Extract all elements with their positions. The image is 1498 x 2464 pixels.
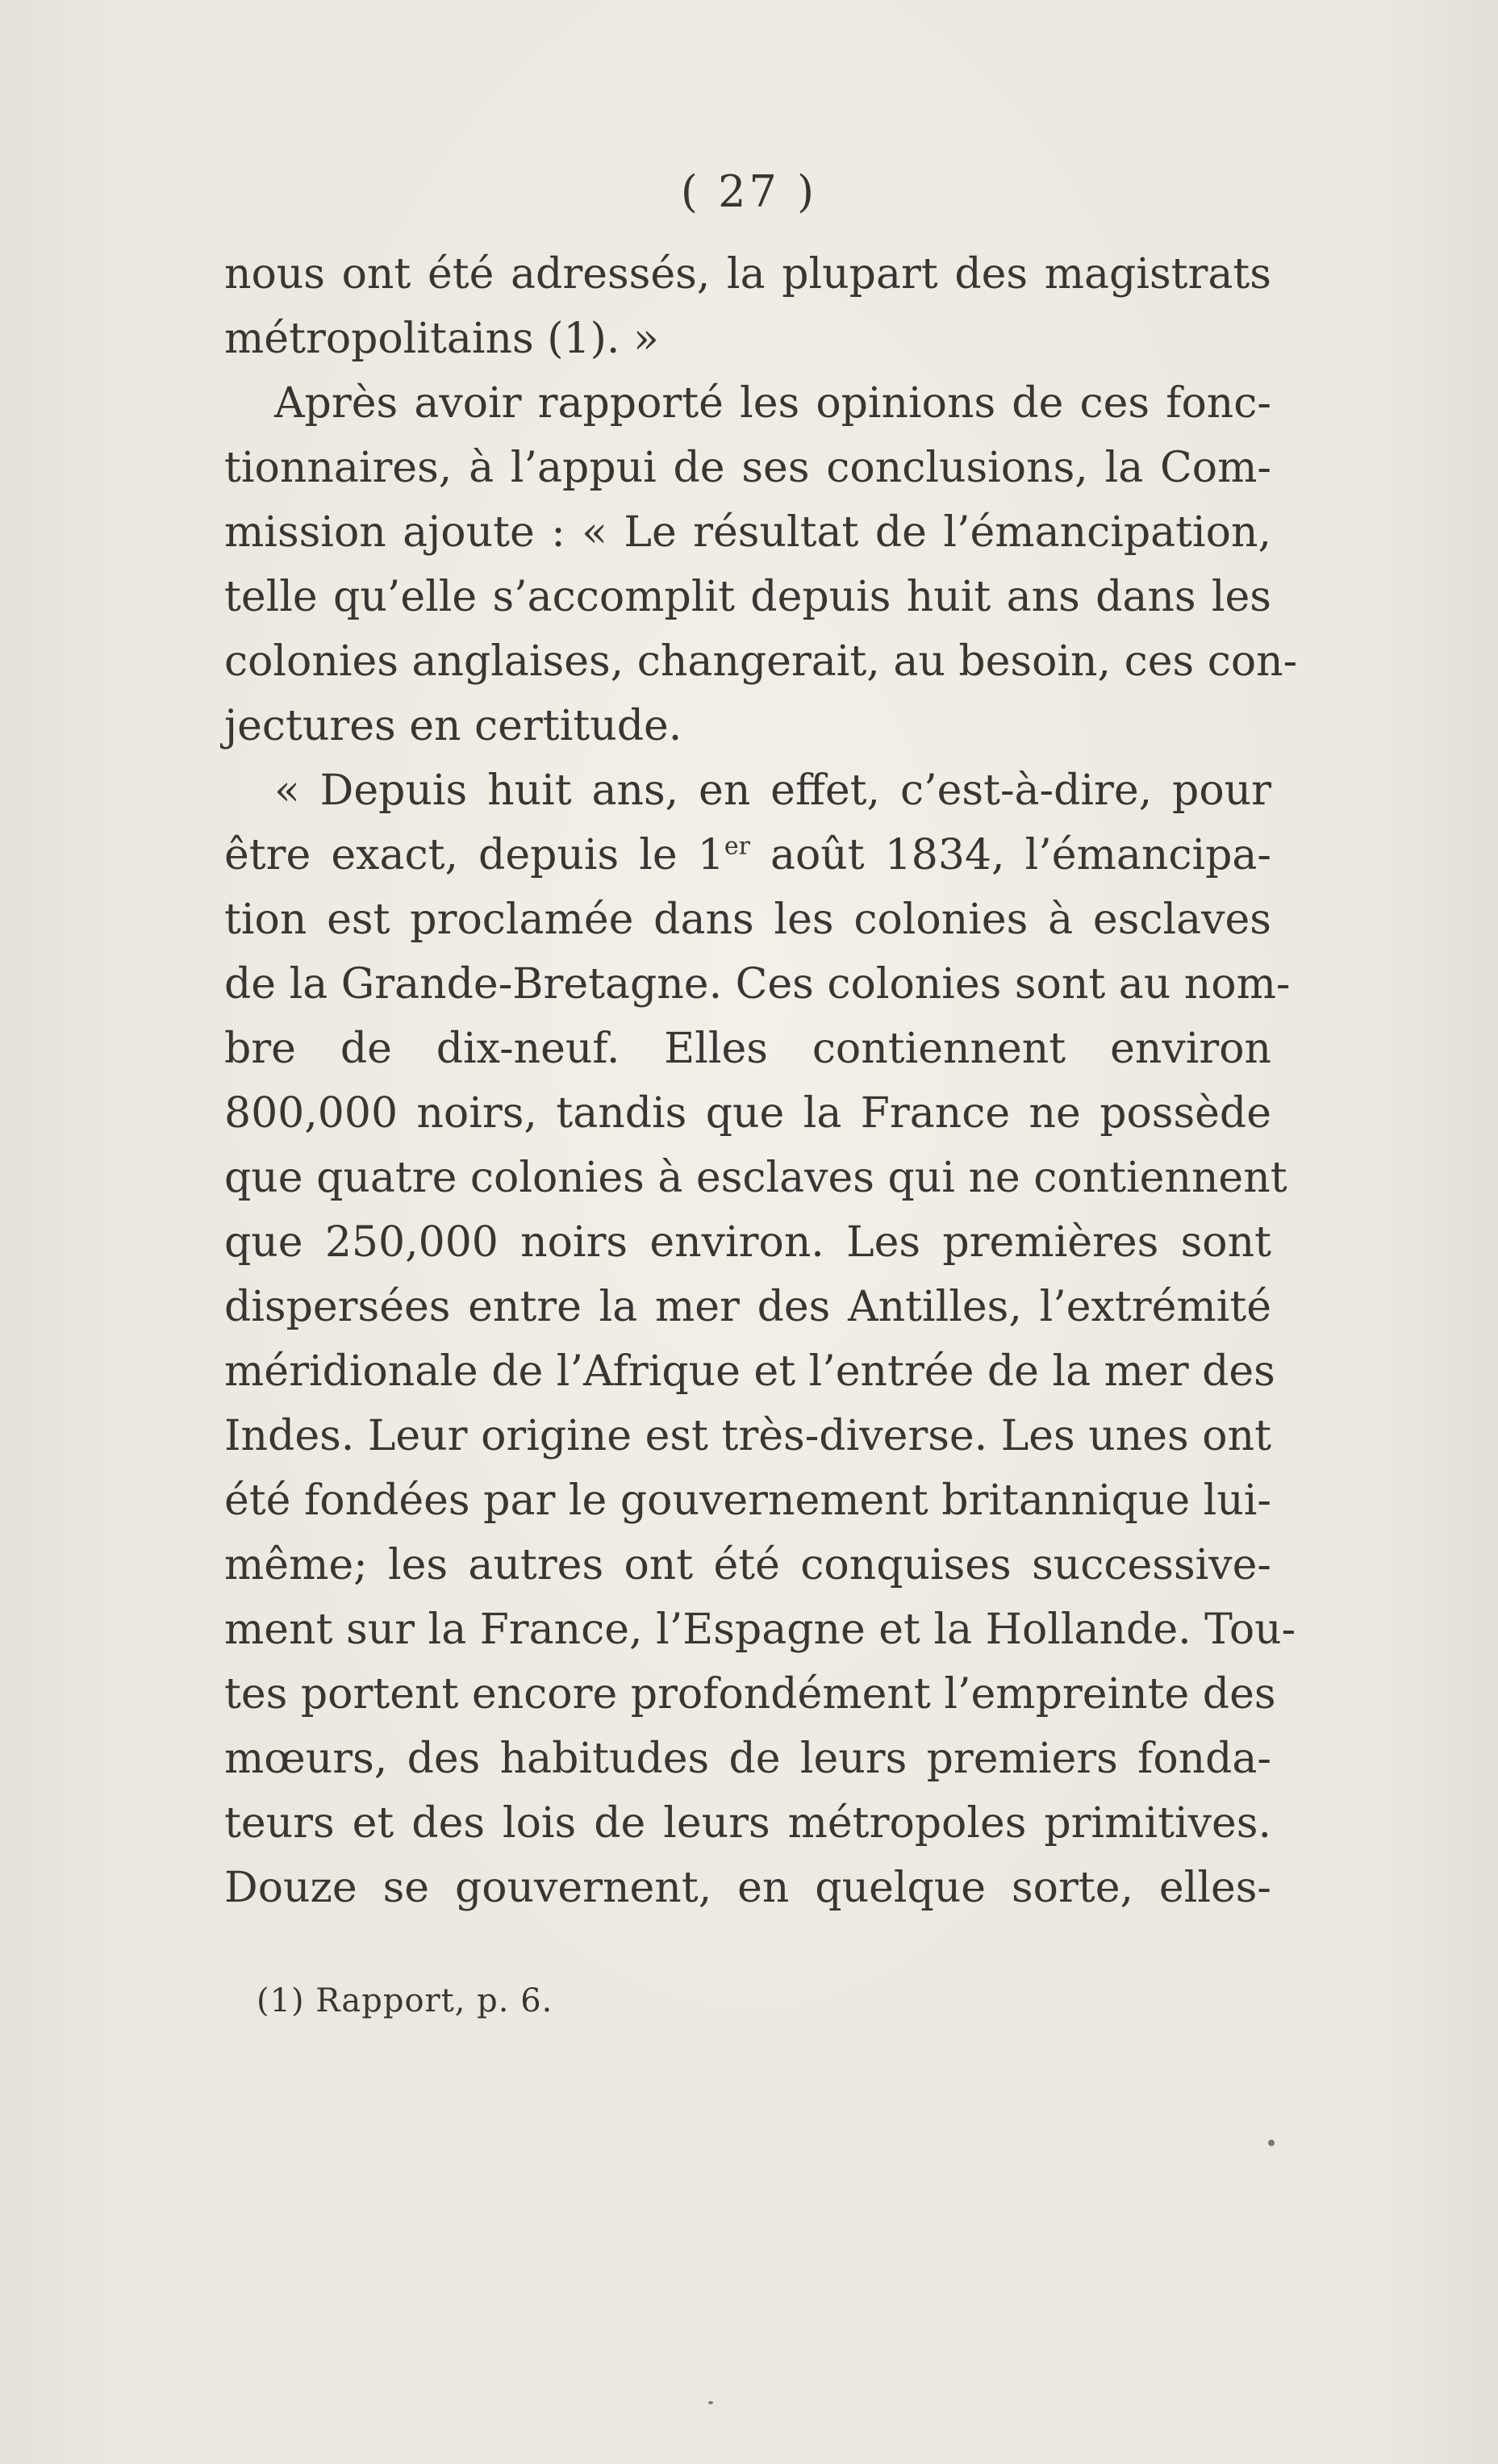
text-line: de la Grande-Bretagne. Ces colonies sont au nom-	[224, 960, 1291, 1009]
text-line: être exact, depuis le 1er août 1834, l’émancipa-	[224, 831, 1271, 879]
text-line: « Depuis huit ans, en effet, c’est-à-dire, pour	[274, 766, 1271, 815]
footnote: (1) Rapport, p. 6.	[257, 1982, 553, 2019]
text-line: jectures en certitude.	[224, 702, 682, 750]
text-line: méridionale de l’Afrique et l’entrée de la mer des	[224, 1347, 1275, 1396]
text-line: nous ont été adressés, la plupart des magistrats	[224, 250, 1271, 299]
paper-speck	[708, 2401, 713, 2404]
body-text	[224, 242, 1298, 1920]
text-line: teurs et des lois de leurs métropoles primitives.	[224, 1799, 1271, 1848]
page-number: ( 27 )	[680, 166, 818, 217]
text-line: que 250,000 noirs environ. Les premières sont	[224, 1218, 1271, 1267]
text-line: métropolitains (1). »	[224, 315, 659, 363]
text-line: même; les autres ont été conquises successive-	[224, 1541, 1271, 1589]
text-line: tionnaires, à l’appui de ses conclusions, la Com-	[224, 444, 1271, 492]
text-line: 800,000 noirs, tandis que la France ne possède	[224, 1089, 1271, 1138]
text-line: telle qu’elle s’accomplit depuis huit ans dans les	[224, 573, 1271, 621]
text-line: Indes. Leur origine est très-diverse. Les unes ont	[224, 1412, 1271, 1460]
text-line: tes portent encore profondément l’empreinte des	[224, 1670, 1276, 1719]
paper-speck	[1268, 2140, 1275, 2146]
text-line: Après avoir rapporté les opinions de ces fonc-	[274, 379, 1271, 428]
text-line: bre de dix-neuf. Elles contiennent environ	[224, 1025, 1271, 1073]
text-line: colonies anglaises, changerait, au besoin, ces con-	[224, 637, 1298, 686]
text-line: ment sur la France, l’Espagne et la Hollande. Tou-	[224, 1606, 1296, 1654]
text-line: dispersées entre la mer des Antilles, l’extrémité	[224, 1283, 1271, 1331]
text-line: mœurs, des habitudes de leurs premiers fonda-	[224, 1735, 1271, 1783]
ordinal-superscript: er	[724, 832, 750, 861]
text-line: tion est proclamée dans les colonies à esclaves	[224, 896, 1271, 944]
text-line: Douze se gouvernent, en quelque sorte, elles-	[224, 1864, 1271, 1912]
text-line: mission ajoute : « Le résultat de l’émancipation,	[224, 508, 1271, 557]
text-line: que quatre colonies à esclaves qui ne contiennent	[224, 1154, 1287, 1202]
text-line: été fondées par le gouvernement britannique lui-	[224, 1476, 1271, 1525]
